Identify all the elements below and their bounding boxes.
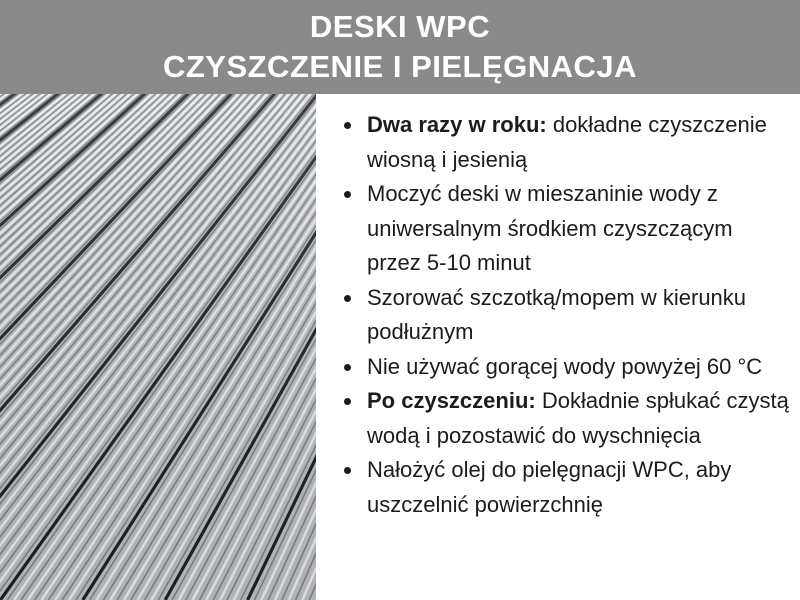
decking-boards-image bbox=[0, 94, 316, 600]
instructions-list bbox=[316, 94, 800, 522]
bullet-item bbox=[340, 281, 792, 350]
bullet-item bbox=[340, 453, 792, 522]
bullet-bold-label: Po czyszczeniu: bbox=[367, 388, 536, 413]
bullet-item bbox=[340, 384, 792, 453]
title-line-1: DESKI WPC bbox=[309, 9, 491, 44]
bullet-dot-icon bbox=[344, 467, 351, 474]
bullet-text: Dokładnie spłukać czystą wodą i pozostawić do wyschnięcia bbox=[367, 388, 789, 448]
bullet-text: Szorować szczotką/mopem w kierunku podłużnym bbox=[367, 284, 747, 344]
bullet-dot-icon bbox=[344, 122, 351, 129]
bullet-dot-icon bbox=[344, 191, 351, 198]
instructions-panel bbox=[316, 94, 800, 600]
bullet-text: Nie używać gorącej wody powyżej 60 °C bbox=[367, 353, 763, 379]
bullet-dot-icon bbox=[344, 295, 351, 302]
bullet-item bbox=[340, 108, 792, 177]
bullet-dot-icon bbox=[344, 364, 351, 371]
bullet-text: dokładne czyszczenie wiosną i jesienią bbox=[367, 112, 767, 172]
bullet-item bbox=[340, 350, 792, 385]
bullet-bold-label: Dwa razy w roku: bbox=[367, 112, 547, 137]
decking-photo bbox=[0, 94, 316, 600]
bullet-text: Nałożyć olej do pielęgnacji WPC, aby uszczelnić powierzchnię bbox=[367, 457, 732, 517]
bullet-dot-icon bbox=[344, 398, 351, 405]
bullet-text: Moczyć deski w mieszaninie wody z uniwersalnym środkiem czyszczącym przez 5-10 minut bbox=[367, 181, 733, 275]
bullet-item bbox=[340, 177, 792, 281]
title-banner bbox=[0, 0, 800, 94]
title-line-2: CZYSZCZENIE I PIELĘGNACJA bbox=[162, 49, 638, 84]
